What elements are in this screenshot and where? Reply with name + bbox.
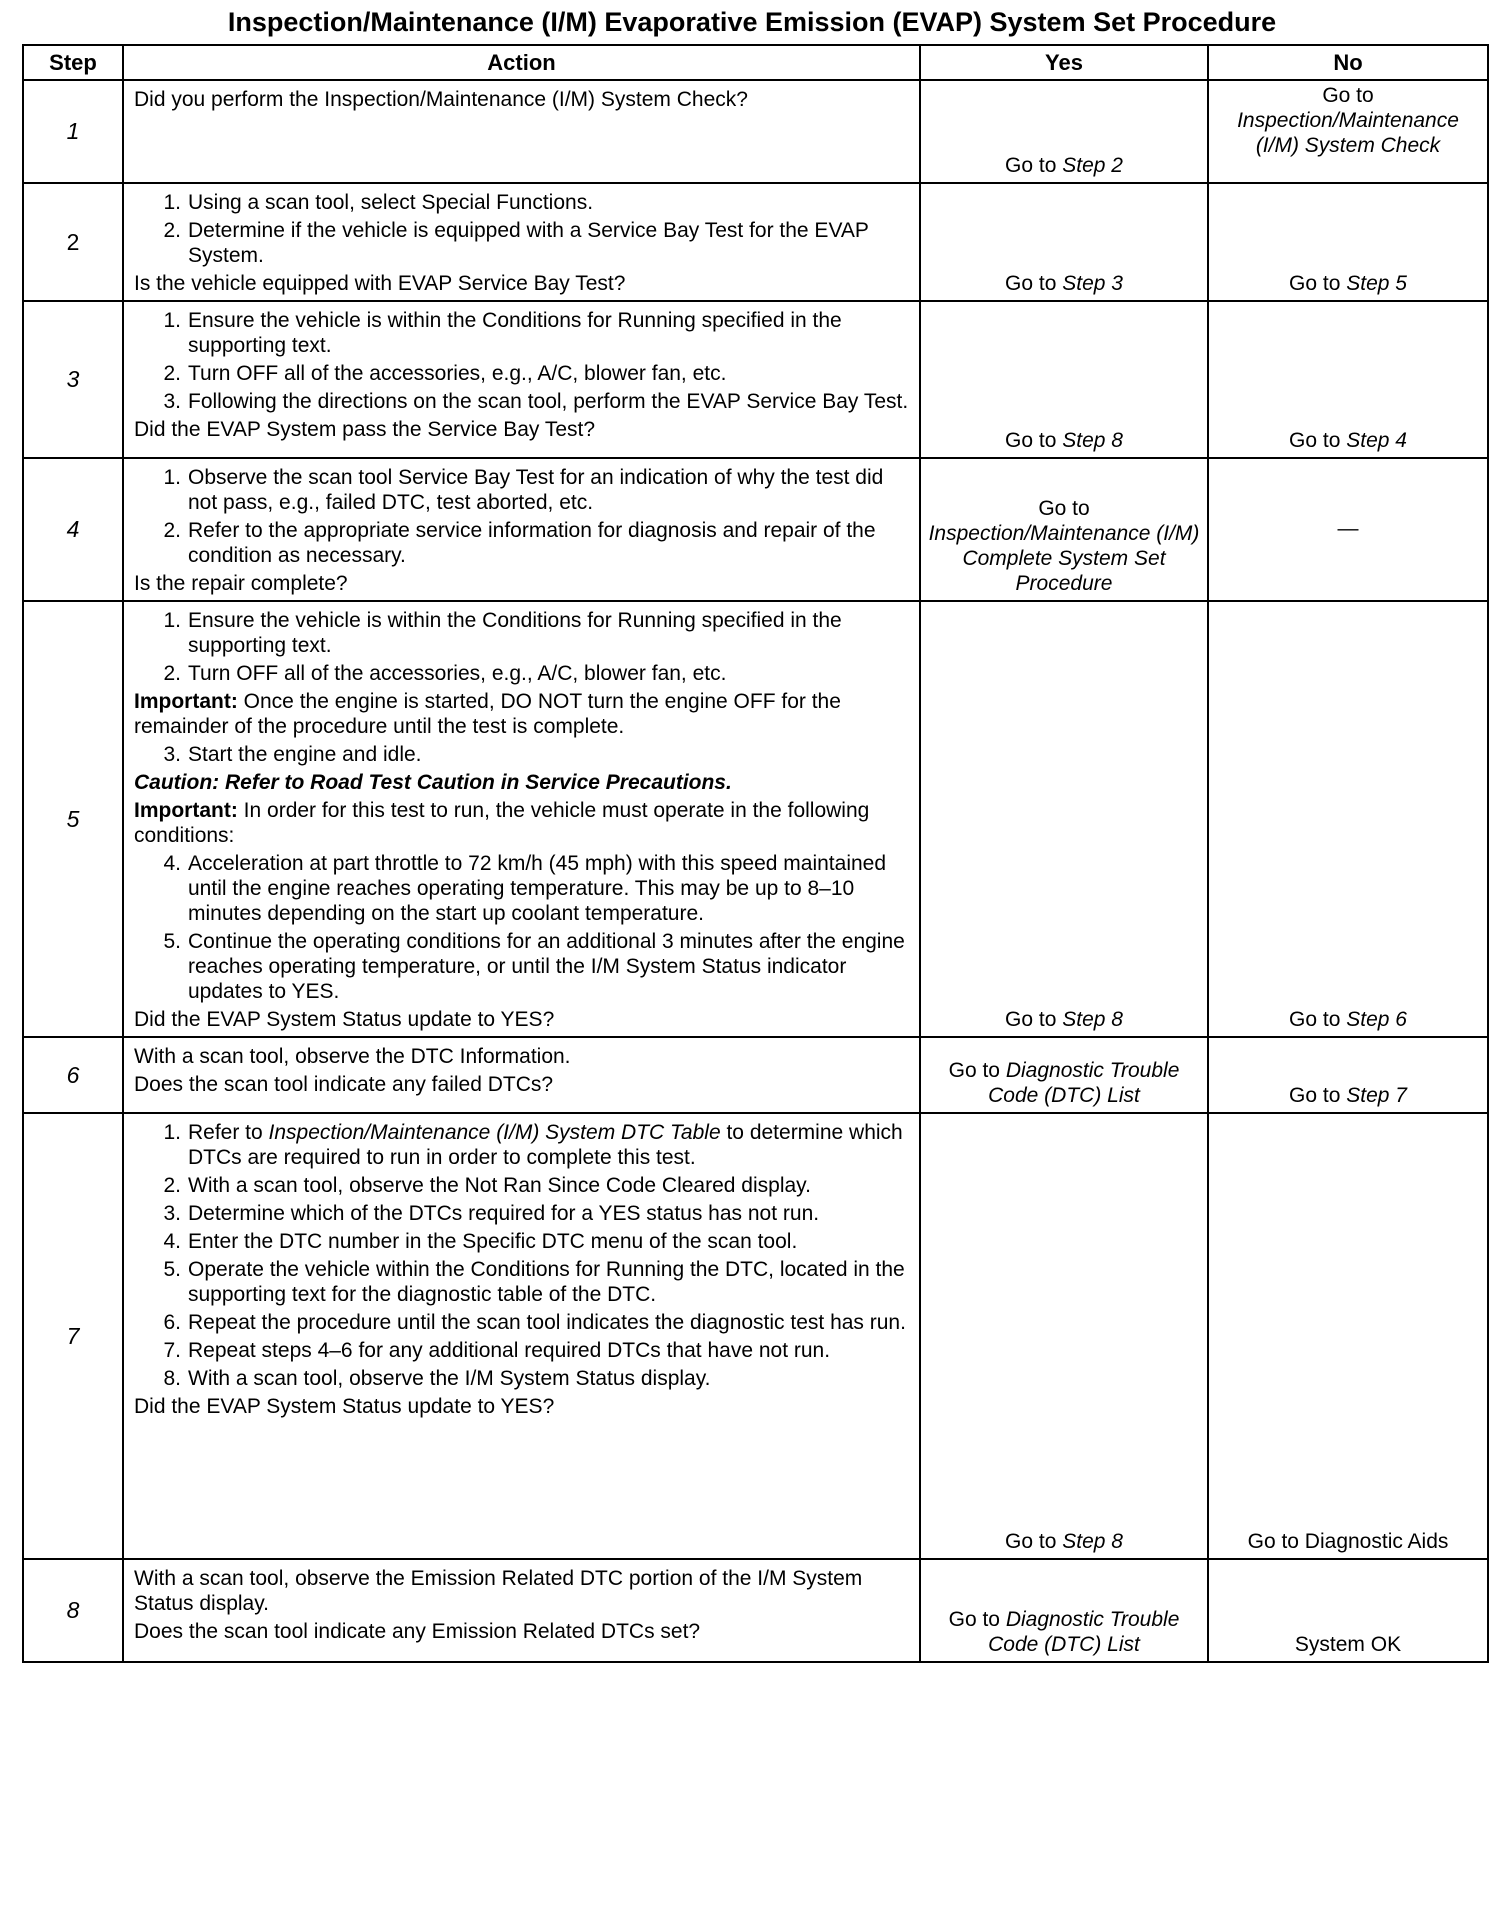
question: Did the EVAP System Status update to YES? xyxy=(134,1008,555,1031)
important-note: Important: In order for this test to run, the vehicle must operate in the following conditions: xyxy=(134,799,870,847)
table-row xyxy=(23,1113,1488,1559)
step-number: 2 xyxy=(23,183,123,301)
table-row xyxy=(23,1037,1488,1113)
list-item: 3. Following the directions on the scan tool, perform the EVAP Service Bay Test. xyxy=(163,390,909,413)
header-no: No xyxy=(1208,45,1488,80)
no-target: Inspection/Maintenance (I/M) System Check xyxy=(1237,109,1459,157)
list-item: 1. Using a scan tool, select Special Functions. xyxy=(163,191,594,214)
yes-cell: Go to Step 8 xyxy=(920,1113,1208,1559)
step-number: 4 xyxy=(23,458,123,601)
no-cell: Go to Step 4 xyxy=(1208,301,1488,458)
question: Did you perform the Inspection/Maintenance (I/M) System Check? xyxy=(134,88,748,111)
list-item: 2. With a scan tool, observe the Not Ran Since Code Cleared display. xyxy=(163,1174,811,1197)
question: Is the vehicle equipped with EVAP Service Bay Test? xyxy=(134,272,626,295)
table-header-row xyxy=(23,45,1488,80)
table-row xyxy=(23,458,1488,601)
list-item: 1. Observe the scan tool Service Bay Test for an indication of why the test did not pass, e.g., failed DTC, test aborted, etc. xyxy=(163,466,884,514)
list-item: 6. Repeat the procedure until the scan tool indicates the diagnostic test has run. xyxy=(163,1311,906,1334)
table-row xyxy=(23,80,1488,183)
question: Did the EVAP System pass the Service Bay Test? xyxy=(134,418,596,441)
action-cell xyxy=(123,1037,920,1113)
page-title: Inspection/Maintenance (I/M) Evaporative Emission (EVAP) System Set Procedure xyxy=(227,7,1277,37)
action-cell xyxy=(123,458,920,601)
step-number: 3 xyxy=(23,301,123,458)
action-cell xyxy=(123,183,920,301)
no-cell: Go to Step 5 xyxy=(1208,183,1488,301)
list-item: 2. Determine if the vehicle is equipped with a Service Bay Test for the EVAP System. xyxy=(163,219,869,267)
header-action: Action xyxy=(123,45,920,80)
question: Does the scan tool indicate any failed DTCs? xyxy=(134,1073,554,1096)
caution-note: Caution: Refer to Road Test Caution in Service Precautions. xyxy=(134,771,732,794)
table-row xyxy=(23,183,1488,301)
no-cell: Go to Diagnostic Aids xyxy=(1208,1113,1488,1559)
no-cell: Go to Step 6 xyxy=(1208,601,1488,1037)
list-item: 2. Refer to the appropriate service information for diagnosis and repair of the condition as necessary. xyxy=(163,519,876,567)
list-item: 5. Operate the vehicle within the Conditions for Running the DTC, located in the supporting text for the diagnostic table of the DTC. xyxy=(163,1258,905,1306)
step-number: 8 xyxy=(23,1559,123,1662)
list-item: 8. With a scan tool, observe the I/M System Status display. xyxy=(163,1367,711,1390)
action-cell xyxy=(123,1113,920,1559)
no-cell xyxy=(1208,80,1488,183)
list-item: 4. Enter the DTC number in the Specific DTC menu of the scan tool. xyxy=(163,1230,798,1253)
action-cell xyxy=(123,1559,920,1662)
yes-cell: Go to Inspection/Maintenance (I/M) Complete System Set Procedure xyxy=(920,458,1208,601)
list-item: 2. Turn OFF all of the accessories, e.g., A/C, blower fan, etc. xyxy=(163,662,727,685)
question: Did the EVAP System Status update to YES? xyxy=(134,1395,555,1418)
list-item: 5. Continue the operating conditions for an additional 3 minutes after the engine reaches operating temperature, or until the I/M System Status indicator updates to YES. xyxy=(163,930,905,1003)
list-item: 1. Refer to Inspection/Maintenance (I/M) System DTC Table to determine which DTCs are required to run in order to complete this test. xyxy=(163,1121,903,1169)
yes-cell xyxy=(920,80,1208,183)
yes-prefix: Go to xyxy=(1005,154,1057,177)
instruction: With a scan tool, observe the Emission Related DTC portion of the I/M System Status display. xyxy=(134,1567,863,1615)
no-cell: System OK xyxy=(1208,1559,1488,1662)
no-cell: — xyxy=(1208,458,1488,601)
yes-cell: Go to Step 8 xyxy=(920,301,1208,458)
step-number: 6 xyxy=(23,1037,123,1113)
question: Does the scan tool indicate any Emission Related DTCs set? xyxy=(134,1620,701,1643)
header-yes: Yes xyxy=(920,45,1208,80)
table-row xyxy=(23,1559,1488,1662)
list-item: 1. Ensure the vehicle is within the Conditions for Running specified in the supporting text. xyxy=(163,609,842,657)
table-row xyxy=(23,301,1488,458)
question: Is the repair complete? xyxy=(134,572,348,595)
step-number: 7 xyxy=(23,1113,123,1559)
list-item: 1. Ensure the vehicle is within the Conditions for Running specified in the supporting text. xyxy=(163,309,842,357)
procedure-table xyxy=(22,44,1489,1663)
list-item: 3. Determine which of the DTCs required for a YES status has not run. xyxy=(163,1202,820,1225)
list-item: 2. Turn OFF all of the accessories, e.g., A/C, blower fan, etc. xyxy=(163,362,727,385)
table-row xyxy=(23,601,1488,1037)
header-step: Step xyxy=(23,45,123,80)
action-cell xyxy=(123,601,920,1037)
no-prefix: Go to xyxy=(1322,84,1374,107)
list-item: 4. Acceleration at part throttle to 72 km/h (45 mph) with this speed maintained until the engine reaches operating temperature. This may be up to 8–10 minutes depending on the start up coolant temperature. xyxy=(163,852,887,925)
list-item: 3. Start the engine and idle. xyxy=(163,743,422,766)
action-cell xyxy=(123,80,920,183)
yes-cell: Go to Diagnostic Trouble Code (DTC) List xyxy=(920,1037,1208,1113)
important-note: Important: Once the engine is started, DO NOT turn the engine OFF for the remainder of the procedure until the test is complete. xyxy=(134,690,841,738)
instruction: With a scan tool, observe the DTC Information. xyxy=(134,1045,571,1068)
step-number: 5 xyxy=(23,601,123,1037)
action-cell xyxy=(123,301,920,458)
step-number: 1 xyxy=(23,80,123,183)
yes-target: Step 2 xyxy=(1062,154,1123,177)
yes-cell: Go to Step 8 xyxy=(920,601,1208,1037)
yes-cell: Go to Diagnostic Trouble Code (DTC) List xyxy=(920,1559,1208,1662)
yes-cell: Go to Step 3 xyxy=(920,183,1208,301)
no-cell: Go to Step 7 xyxy=(1208,1037,1488,1113)
list-item: 7. Repeat steps 4–6 for any additional required DTCs that have not run. xyxy=(163,1339,831,1362)
